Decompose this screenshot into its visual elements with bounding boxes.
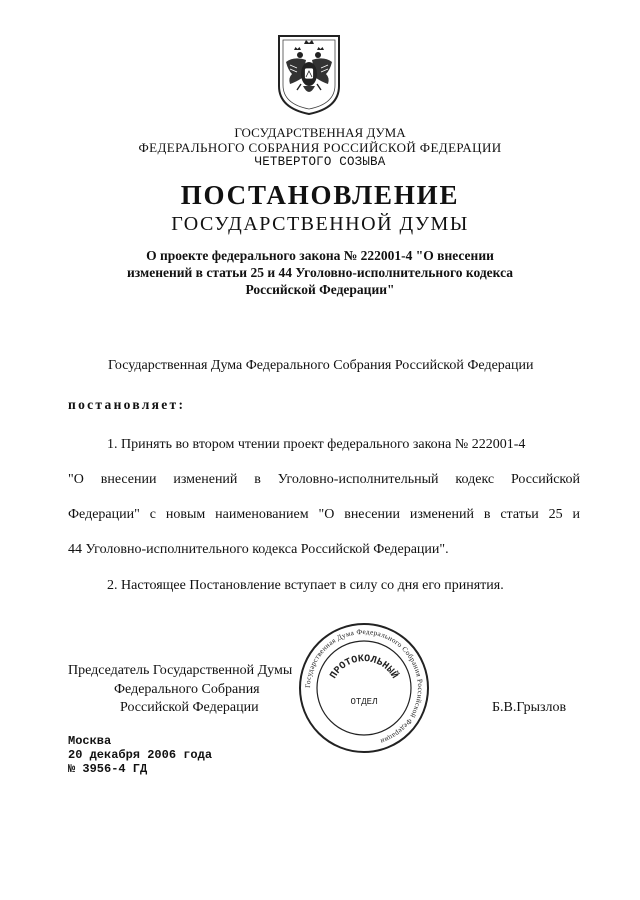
authority-line-2: ФЕДЕРАЛЬНОГО СОБРАНИЯ РОССИЙСКОЙ ФЕДЕРАЦИИ [138,140,502,155]
official-stamp [296,620,432,756]
russian-coat-of-arms-icon [276,34,342,116]
stamp-inner-center: ОТДЕЛ [350,697,378,707]
item-2-paragraph: 2. Настоящее Постановление вступает в силу со дня его принятия. [107,578,504,593]
footer-number: № 3956-4 ГД [68,762,148,776]
decrees-word: постановляет: [68,397,186,412]
signatory-position-line: Федерального Собрания [114,682,260,697]
signatory-position-line: Председатель Государственной Думы [68,663,293,678]
signatory-name: Б.В.Грызлов [492,700,567,715]
convocation-line: ЧЕТВЕРТОГО СОЗЫВА [254,155,386,169]
title-line: Российской Федерации" [245,282,395,297]
document-type: ПОСТАНОВЛЕНИЕ [180,180,460,210]
issuing-authority [0,125,640,170]
document-title [0,247,640,298]
title-line: изменений в статьи 25 и 44 Уголовно-исполнительного кодекса [127,265,513,280]
document-type-subtitle: ГОСУДАРСТВЕННОЙ ДУМЫ [171,213,469,235]
signatory-position-line: Российской Федерации [120,700,259,715]
footer-date: 20 декабря 2006 года [68,748,213,762]
footer-city: Москва [68,734,112,748]
item-1-line: 44 Уголовно-исполнительного кодекса Российской Федерации". [68,542,449,557]
intro-paragraph: Государственная Дума Федерального Собрания Российской Федерации [108,358,534,373]
authority-line-1: ГОСУДАРСТВЕННАЯ ДУМА [234,125,406,140]
stamp-ring-text: Государственная Дума Федерального Собрания Российской Федерации [303,627,425,746]
item-1-line: "О внесении изменений в Уголовно-исполнительный кодекс Российской [68,472,580,487]
title-line: О проекте федерального закона № 222001-4 "О внесении [146,248,494,263]
document-footer [68,734,212,776]
stamp-inner-top: ПРОТОКОЛЬНЫЙ [328,653,400,682]
item-1-line: Федерации" с новым наименованием "О внесении изменений в статьи 25 и [68,507,580,522]
item-1-line: 1. Принять во втором чтении проект федерального закона № 222001-4 [107,437,526,452]
